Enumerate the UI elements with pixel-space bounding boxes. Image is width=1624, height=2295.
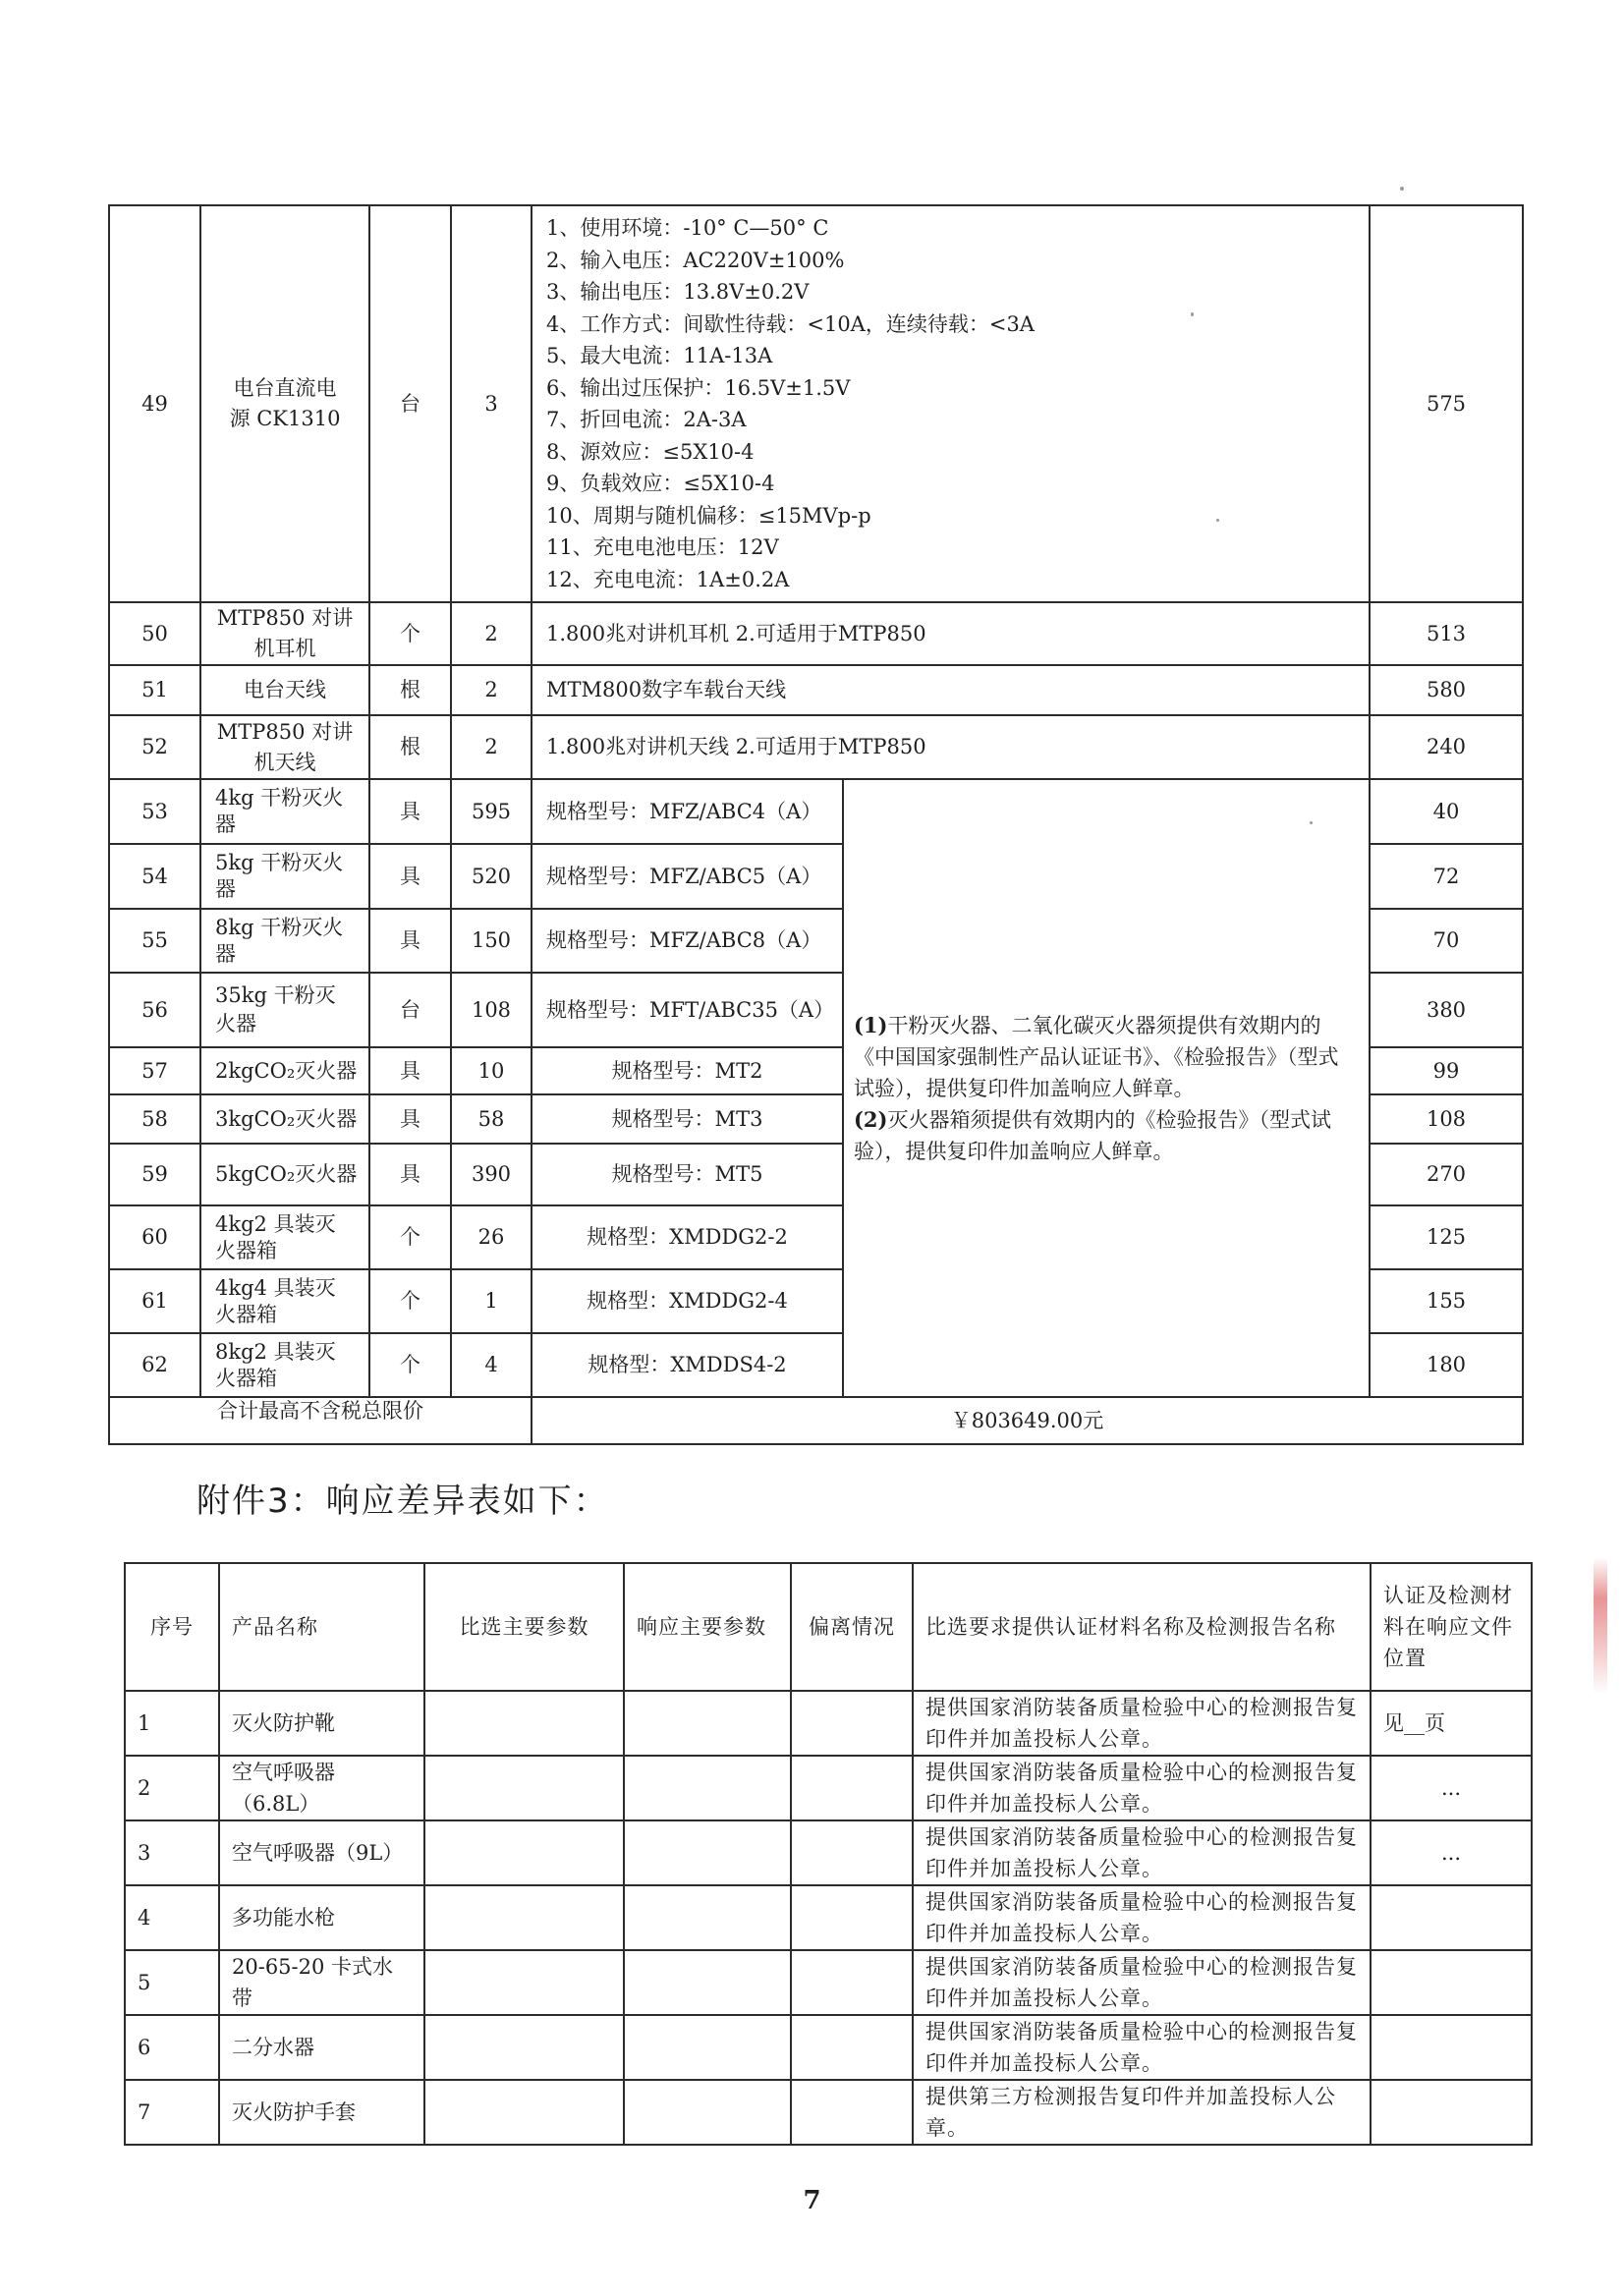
row-number: 3: [125, 1820, 219, 1885]
price: 125: [1370, 1205, 1523, 1269]
red-stamp-edge: [1594, 1557, 1607, 1695]
scan-speck: [1400, 187, 1404, 191]
doc-location[interactable]: ...: [1371, 1820, 1532, 1885]
header-location: 认证及检测材料在响应文件位置: [1371, 1563, 1532, 1691]
row-number: 50: [109, 602, 200, 665]
required-docs: 提供国家消防装备质量检验中心的检测报告复印件并加盖投标人公章。: [913, 2015, 1371, 2080]
product-name: 5kg 干粉灭火 器: [200, 844, 369, 909]
resp-params-cell[interactable]: [624, 1820, 791, 1885]
product-name: 8kg 干粉灭火 器: [200, 909, 369, 973]
product-name: 空气呼吸器（9L）: [219, 1820, 424, 1885]
quantity: 58: [451, 1094, 532, 1144]
deviation-cell[interactable]: [791, 1756, 913, 1820]
header-req-docs: 比选要求提供认证材料名称及检测报告名称: [913, 1563, 1371, 1691]
row-number: 60: [109, 1205, 200, 1269]
price: 70: [1370, 909, 1523, 973]
unit: 具: [369, 1144, 451, 1205]
row-number: 59: [109, 1144, 200, 1205]
equipment-table: [108, 204, 1524, 1445]
quantity: 2: [451, 715, 532, 779]
price: 380: [1370, 973, 1523, 1047]
table-row: [109, 602, 1523, 665]
spec: 规格型号：MT3: [532, 1094, 843, 1144]
header-main-params: 比选主要参数: [424, 1563, 624, 1691]
row-number: 4: [125, 1885, 219, 1950]
doc-location[interactable]: [1371, 1885, 1532, 1950]
row-number: 51: [109, 665, 200, 715]
row-number: 53: [109, 779, 200, 844]
total-row: [109, 1397, 1523, 1444]
price: 270: [1370, 1144, 1523, 1205]
price: 72: [1370, 844, 1523, 909]
table-row: [125, 2015, 1532, 2080]
unit: 台: [369, 973, 451, 1047]
row-number: 57: [109, 1047, 200, 1094]
main-params-cell[interactable]: [424, 2080, 624, 2145]
unit: 根: [369, 665, 451, 715]
product-name: MTP850 对讲 机天线: [200, 715, 369, 779]
row-number: 1: [125, 1691, 219, 1756]
spec: 规格型号：MFZ/ABC8（A）: [532, 909, 843, 973]
required-docs: 提供国家消防装备质量检验中心的检测报告复印件并加盖投标人公章。: [913, 1691, 1371, 1756]
quantity: 108: [451, 973, 532, 1047]
product-name: 电台天线: [200, 665, 369, 715]
main-params-cell[interactable]: [424, 1885, 624, 1950]
deviation-cell[interactable]: [791, 1885, 913, 1950]
row-number: 7: [125, 2080, 219, 2145]
unit: 个: [369, 1269, 451, 1333]
shared-requirement: (1)干粉灭火器、二氧化碳灭火器须提供有效期内的《中国国家强制性产品认证证书》、《检验报告》（型式试验），提供复印件加盖响应人鲜章。 (2)灭火器箱须提供有效期内的《检验报告》（型式试验），提供复印件加盖响应人鲜章。: [843, 779, 1370, 1397]
attachment-title: 附件3：响应差异表如下：: [196, 1482, 609, 1521]
header-name: 产品名称: [219, 1563, 424, 1691]
price: 580: [1370, 665, 1523, 715]
quantity: 150: [451, 909, 532, 973]
spec: 规格型：XMDDG2-2: [532, 1205, 843, 1269]
row-number: 55: [109, 909, 200, 973]
doc-location[interactable]: [1371, 2015, 1532, 2080]
header-deviation: 偏离情况: [791, 1563, 913, 1691]
table-row: [109, 205, 1523, 602]
spec: 规格型号：MT2: [532, 1047, 843, 1094]
row-number: 2: [125, 1756, 219, 1820]
quantity: 595: [451, 779, 532, 844]
required-docs: 提供国家消防装备质量检验中心的检测报告复印件并加盖投标人公章。: [913, 1950, 1371, 2015]
main-params-cell[interactable]: [424, 1756, 624, 1820]
price: 99: [1370, 1047, 1523, 1094]
product-name: 3kgCO₂灭火器: [200, 1094, 369, 1144]
row-number: 6: [125, 2015, 219, 2080]
product-name: 4kg2 具装灭 火器箱: [200, 1205, 369, 1269]
product-name: 8kg2 具装灭 火器箱: [200, 1333, 369, 1397]
deviation-cell[interactable]: [791, 1820, 913, 1885]
unit: 具: [369, 779, 451, 844]
deviation-cell[interactable]: [791, 1691, 913, 1756]
main-params-cell[interactable]: [424, 2015, 624, 2080]
product-name: 20-65-20 卡式水带: [219, 1950, 424, 2015]
unit: 具: [369, 909, 451, 973]
row-number: 54: [109, 844, 200, 909]
total-value: ￥803649.00元: [532, 1397, 1523, 1444]
spec: 1.800兆对讲机天线 2.可适用于MTP850: [532, 715, 1370, 779]
unit: 台: [369, 205, 451, 602]
unit: 个: [369, 1333, 451, 1397]
spec: 规格型：XMDDG2-4: [532, 1269, 843, 1333]
product-name: MTP850 对讲 机耳机: [200, 602, 369, 665]
price: 240: [1370, 715, 1523, 779]
row-number: 62: [109, 1333, 200, 1397]
row-number: 49: [109, 205, 200, 602]
main-params-cell[interactable]: [424, 1820, 624, 1885]
product-name: 灭火防护手套: [219, 2080, 424, 2145]
table-row: [109, 665, 1523, 715]
deviation-cell[interactable]: [791, 2015, 913, 2080]
unit: 具: [369, 1094, 451, 1144]
required-docs: 提供第三方检测报告复印件并加盖投标人公章。: [913, 2080, 1371, 2145]
unit: 个: [369, 602, 451, 665]
quantity: 390: [451, 1144, 532, 1205]
doc-location[interactable]: 见__页: [1371, 1691, 1532, 1756]
price: 513: [1370, 602, 1523, 665]
required-docs: 提供国家消防装备质量检验中心的检测报告复印件并加盖投标人公章。: [913, 1756, 1371, 1820]
spec: 1.800兆对讲机耳机 2.可适用于MTP850: [532, 602, 1370, 665]
table-row: [125, 2080, 1532, 2145]
page-number: 7: [803, 2186, 821, 2215]
resp-params-cell[interactable]: [624, 1691, 791, 1756]
row-number: 58: [109, 1094, 200, 1144]
spec: 规格型号：MFT/ABC35（A）: [532, 973, 843, 1047]
response-difference-table: [124, 1562, 1533, 2146]
quantity: 4: [451, 1333, 532, 1397]
resp-params-cell[interactable]: [624, 1756, 791, 1820]
row-number: 5: [125, 1950, 219, 2015]
quantity: 1: [451, 1269, 532, 1333]
table-header-row: [125, 1563, 1532, 1691]
product-name: 空气呼吸器（6.8L）: [219, 1756, 424, 1820]
resp-params-cell[interactable]: [624, 2015, 791, 2080]
quantity: 10: [451, 1047, 532, 1094]
table-row: [125, 1691, 1532, 1756]
product-name: 35kg 干粉灭 火器: [200, 973, 369, 1047]
table-row: [125, 1885, 1532, 1950]
spec: 规格型号：MT5: [532, 1144, 843, 1205]
row-number: 56: [109, 973, 200, 1047]
required-docs: 提供国家消防装备质量检验中心的检测报告复印件并加盖投标人公章。: [913, 1820, 1371, 1885]
product-name: 灭火防护靴: [219, 1691, 424, 1756]
row-number: 52: [109, 715, 200, 779]
main-params-cell[interactable]: [424, 1691, 624, 1756]
doc-location[interactable]: ...: [1371, 1756, 1532, 1820]
resp-params-cell[interactable]: [624, 1950, 791, 2015]
spec: 规格型号：MFZ/ABC4（A）: [532, 779, 843, 844]
unit: 个: [369, 1205, 451, 1269]
unit: 具: [369, 1047, 451, 1094]
header-no: 序号: [125, 1563, 219, 1691]
scan-speck: [1191, 312, 1194, 316]
table-row: [125, 1820, 1532, 1885]
quantity: 2: [451, 602, 532, 665]
resp-params-cell[interactable]: [624, 2080, 791, 2145]
header-resp-params: 响应主要参数: [624, 1563, 791, 1691]
table-row: [109, 715, 1523, 779]
price: 40: [1370, 779, 1523, 844]
product-name: 二分水器: [219, 2015, 424, 2080]
quantity: 2: [451, 665, 532, 715]
required-docs: 提供国家消防装备质量检验中心的检测报告复印件并加盖投标人公章。: [913, 1885, 1371, 1950]
product-name: 2kgCO₂灭火器: [200, 1047, 369, 1094]
scan-speck: [1216, 519, 1219, 522]
price: 180: [1370, 1333, 1523, 1397]
table-row: [125, 1950, 1532, 2015]
price: 108: [1370, 1094, 1523, 1144]
doc-location[interactable]: [1371, 1950, 1532, 2015]
quantity: 520: [451, 844, 532, 909]
price: 155: [1370, 1269, 1523, 1333]
table-row: [125, 1756, 1532, 1820]
quantity: 26: [451, 1205, 532, 1269]
main-params-cell[interactable]: [424, 1950, 624, 2015]
resp-params-cell[interactable]: [624, 1885, 791, 1950]
row-number: 61: [109, 1269, 200, 1333]
quantity: 3: [451, 205, 532, 602]
scan-speck: [1310, 821, 1313, 824]
unit: 根: [369, 715, 451, 779]
unit: 具: [369, 844, 451, 909]
spec: 规格型：XMDDS4-2: [532, 1333, 843, 1397]
table-row: [109, 779, 1523, 844]
deviation-cell[interactable]: [791, 1950, 913, 2015]
product-name: 4kg4 具装灭 火器箱: [200, 1269, 369, 1333]
total-label: 合计最高不含税总限价: [109, 1397, 532, 1444]
spec-list: 1、使用环境：-10° C—50° C 2、输入电压：AC220V±100% 3、输出电压：13.8V±0.2V 4、工作方式：间歇性待载：<10A，连续待载：<3A 5、最大电流：11A-13A 6、输出过压保护：16.5V±1.5V 7、折回电流：2A-3A 8、源效应：≤5X10-4 9、负载效应：≤5X10-4 10、周期与随机偏移：≤15MVp-p 11、充电电池电压：12V 12、充电电流：1A±0.2A: [532, 205, 1370, 602]
deviation-cell[interactable]: [791, 2080, 913, 2145]
spec: MTM800数字车载台天线: [532, 665, 1370, 715]
product-name: 多功能水枪: [219, 1885, 424, 1950]
product-name: 电台直流电 源 CK1310: [200, 205, 369, 602]
spec: 规格型号：MFZ/ABC5（A）: [532, 844, 843, 909]
product-name: 4kg 干粉灭火 器: [200, 779, 369, 844]
product-name: 5kgCO₂灭火器: [200, 1144, 369, 1205]
doc-location[interactable]: [1371, 2080, 1532, 2145]
price: 575: [1370, 205, 1523, 602]
